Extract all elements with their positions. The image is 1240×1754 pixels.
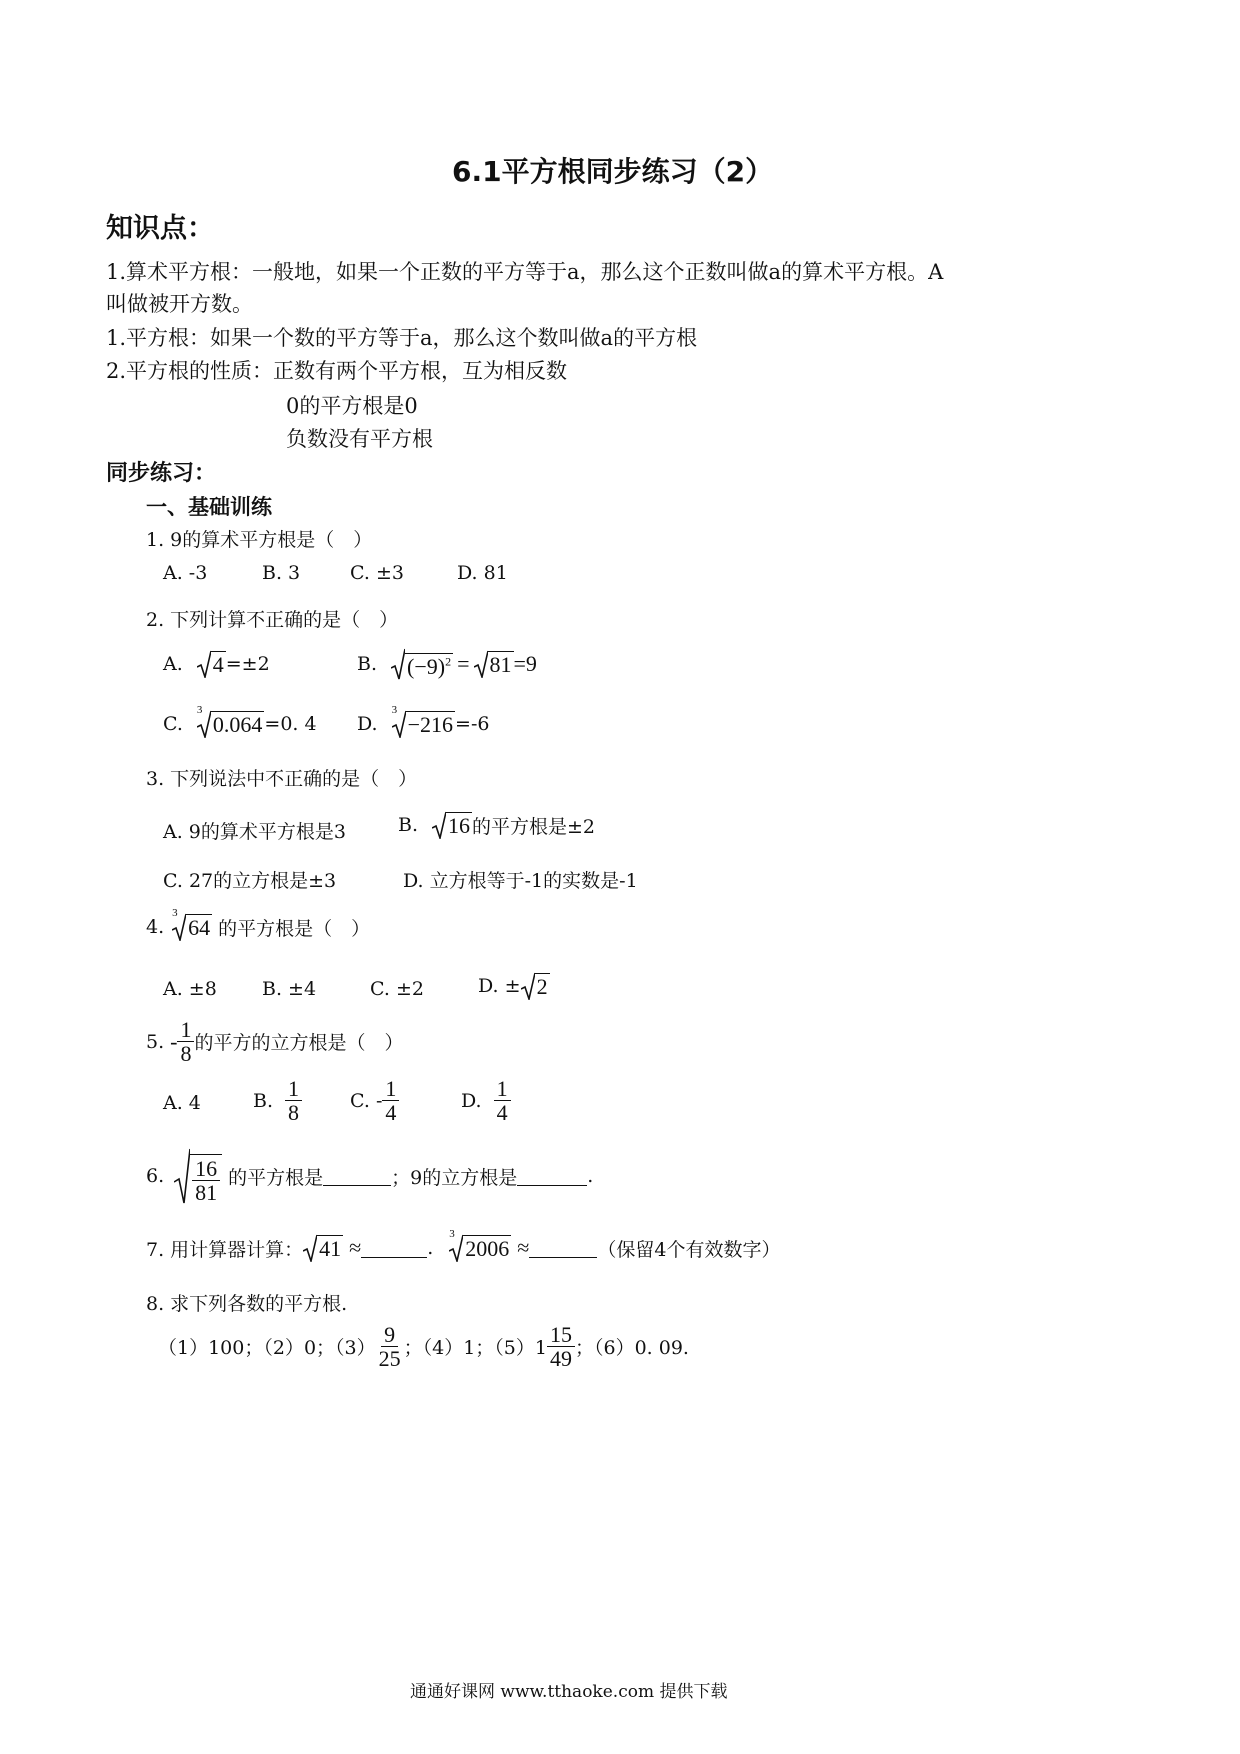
knowledge-heading: 知识点：: [106, 213, 214, 244]
knowledge-line-2: 叫做被开方数。: [106, 292, 253, 316]
knowledge-line-4: 2.平方根的性质：正数有两个平方根，互为相反数: [106, 359, 568, 383]
knowledge-line-1: 1.算术平方根：一般地，如果一个正数的平方等于a，那么这个正数叫做a的算术平方根。A: [106, 260, 944, 284]
q5-option-c: C. - $\frac{1}{4}$: [350, 1077, 399, 1124]
q3-option-a: A. 9的算术平方根是3: [163, 821, 346, 843]
sqrt-41: 41: [303, 1234, 343, 1262]
question-4: 4. 3 64 的平方根是（ ）: [146, 907, 371, 940]
answer-blank-4[interactable]: [529, 1239, 597, 1258]
answer-blank-3[interactable]: [361, 1239, 427, 1258]
fraction-1-4-c: $\frac{1}{4}$: [382, 1077, 399, 1124]
fraction-9-25: $\frac{9}{25}$: [378, 1322, 401, 1372]
q5-option-b: B. $\frac{1}{8}$: [253, 1077, 302, 1124]
practice-subheading: 一、基础训练: [146, 495, 272, 519]
practice-heading: 同步练习：: [106, 461, 217, 486]
cbrt-0064: 3 0.064: [196, 704, 263, 737]
knowledge-line-5: 0的平方根是0: [286, 394, 418, 418]
question-5: 5. - $\frac{1}{8}$ 的平方的立方根是（ ）: [146, 1017, 404, 1067]
q1-option-d: D. 81: [457, 562, 508, 584]
fraction-15-49: $\frac{15}{49}$: [547, 1323, 575, 1370]
q2-option-c: [163, 704, 317, 738]
sqrt-81: 81: [474, 650, 514, 678]
q3-option-b: B. 16 的平方根是±2: [398, 812, 596, 838]
q8-items: （1）100；（2）0；（3） $\frac{9}{25}$ ；（4）1；（5）1 $\frac{15}{49}$ ；（6）0. 09.: [158, 1322, 689, 1372]
answer-blank-2[interactable]: [517, 1167, 587, 1186]
sqrt-2: 2: [521, 972, 550, 1000]
cbrt-64: 3 64: [172, 907, 211, 940]
q2-option-b: B. $(-9)^2$ = 81 =9: [357, 648, 537, 680]
question-6: 6. $\frac{16}{81}$ 的平方根是 ；9的立方根是 .: [146, 1148, 593, 1204]
cbrt-2006: 3 2006: [449, 1228, 510, 1261]
knowledge-line-3: 1.平方根：如果一个数的平方等于a，那么这个数叫做a的平方根: [106, 326, 698, 350]
fraction-1-4-d: $\frac{1}{4}$: [494, 1077, 511, 1124]
question-1: 1. 9的算术平方根是（ ）: [146, 529, 373, 551]
question-3: 3. 下列说法中不正确的是（ ）: [146, 768, 418, 790]
footer-source: 通通好课网 www.tthaoke.com 提供下载: [410, 1682, 728, 1702]
fraction-1-8-b: $\frac{1}{8}$: [285, 1077, 302, 1124]
q4-option-b: B. ±4: [262, 978, 317, 1000]
q2-a-result: =±2: [225, 653, 270, 675]
page-title: 6.1平方根同步练习（2）: [452, 155, 774, 188]
q3-option-c: C. 27的立方根是±3: [163, 870, 337, 892]
q1-option-a: A. -3: [163, 562, 208, 584]
knowledge-line-6: 负数没有平方根: [286, 427, 433, 451]
q2-c-result: =0. 4: [264, 713, 317, 735]
fraction-1-8: $\frac{1}{8}$: [177, 1018, 194, 1065]
q2-option-a: [163, 650, 270, 678]
q4-option-d: D. ± 2: [478, 973, 548, 999]
sqrt-16: 16: [432, 811, 472, 839]
sqrt-16-over-81: $\frac{16}{81}$: [174, 1148, 222, 1204]
question-8: 8. 求下列各数的平方根.: [146, 1293, 348, 1315]
q1-option-c: C. ±3: [350, 562, 404, 584]
sqrt-neg9-squared: $(-9)^2$: [391, 648, 453, 680]
q3-option-d: D. 立方根等于-1的实数是-1: [403, 870, 638, 892]
answer-blank-1[interactable]: [323, 1167, 391, 1186]
q2-option-d: [357, 704, 490, 738]
q2-c-label: C.: [163, 713, 183, 735]
question-2: 2. 下列计算不正确的是（ ）: [146, 609, 399, 631]
q5-option-a: A. 4: [163, 1092, 201, 1114]
q2-a-label: A.: [163, 653, 183, 675]
q2-d-label: D.: [357, 713, 378, 735]
q2-d-result: =-6: [455, 713, 490, 735]
q4-option-a: A. ±8: [163, 978, 217, 1000]
q1-option-b: B. 3: [262, 562, 301, 584]
sqrt-4: 4: [197, 650, 226, 678]
q4-option-c: C. ±2: [370, 978, 424, 1000]
cbrt-neg216: 3 −216: [391, 704, 454, 737]
q5-option-d: D. $\frac{1}{4}$: [461, 1077, 511, 1124]
question-7: 7. 用计算器计算： 41 ≈ . 3 2006 ≈ （保留4个有效数字）: [146, 1228, 781, 1261]
q2-b-label: B.: [357, 653, 378, 675]
